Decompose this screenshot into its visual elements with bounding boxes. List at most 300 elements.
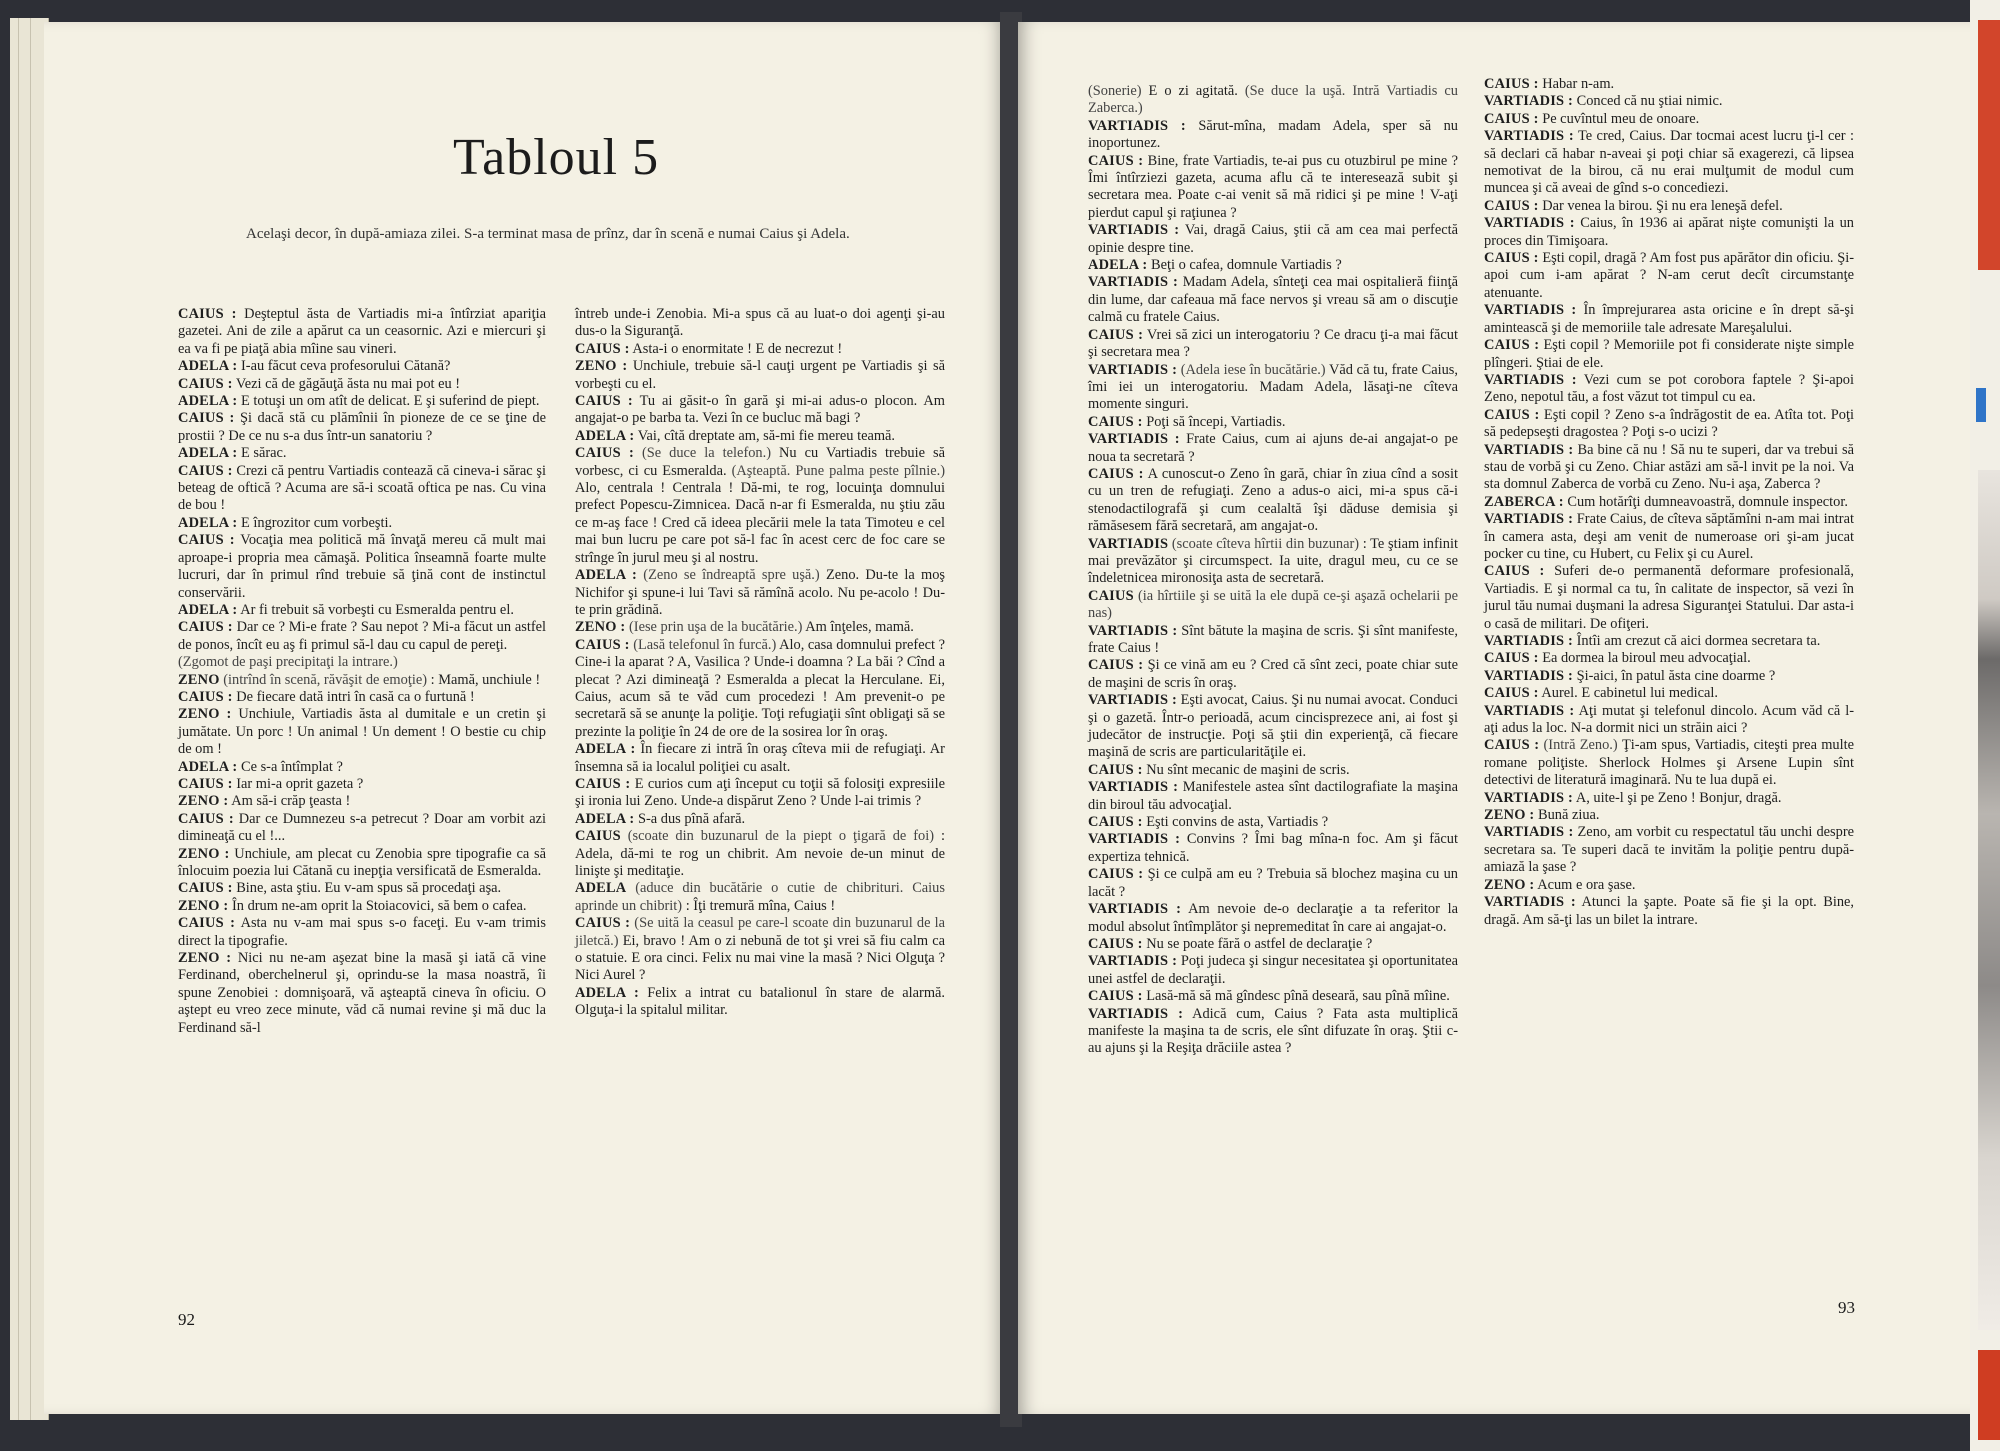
dialogue-line [1484, 250, 1854, 302]
dialogue-line [1484, 198, 1854, 215]
stage-direction: (Intră Zeno.) [1543, 737, 1618, 754]
dialogue-text: Şi ce culpă am eu ? Trebuia să blochez maşina cu un lacăt ? [1088, 866, 1459, 900]
dialogue-line [1088, 118, 1458, 153]
speaker-name: VARTIADIS : [1484, 633, 1573, 649]
stage-direction: (ia hîrtiile şi se uită la ele după ce-şi aşază ochelarii pe nas) [1088, 587, 1458, 622]
dialogue-line [1484, 302, 1854, 337]
speaker-name: VARTIADIS : [1484, 824, 1574, 841]
speaker-name: VARTIADIS : [1088, 1005, 1184, 1022]
dialogue-line [1484, 703, 1854, 738]
dialogue-text: Habar n-am. [1542, 76, 1615, 92]
speaker-name: ADELA : [178, 758, 238, 775]
dialogue-text: Am nevoie de-o declaraţie a ta referitor la modul absolut întîmplător şi nepremeditat în care ai angajat-o. [1088, 901, 1458, 935]
dialogue-text: Convins ? Îmi bag mîna-n foc. Am şi făcut expertiza tehnică. [1088, 831, 1458, 865]
dialogue-text: Sărut-mîna, madam Adela, sper să nu inoportunez. [1088, 117, 1458, 152]
dialogue-text: Poţi să începi, Vartiadis. [1146, 413, 1286, 430]
dialogue-text: Poţi judeca şi singur necesitatea şi oportunitatea unei astfel de declaraţii. [1088, 953, 1458, 987]
stage-direction: (Lasă telefonul în furcă.) [633, 636, 777, 653]
dialogue-text: S-a dus pînă afară. [637, 810, 746, 827]
speaker-name: CAIUS [1088, 587, 1134, 604]
dialogue-line [1088, 762, 1458, 779]
dialogue-line [1484, 93, 1854, 110]
red-color-block [1978, 20, 2000, 270]
speaker-name: ZABERCA : [1484, 493, 1564, 510]
dialogue-text: Vrei să zici un interogatoriu ? Ce dracu ţi-a mai făcut şi secretara mea ? [1088, 326, 1458, 361]
dialogue-text: Văd că tu, frate Caius, îmi iei un interogatoriu. Madam Adela, lăsaţi-ne cîteva momente singuri. [1088, 361, 1458, 413]
speaker-name: VARTIADIS : [1484, 371, 1577, 388]
stage-direction: (scoate cîteva hîrtii din buzunar) [1171, 535, 1360, 552]
dialogue-line [178, 672, 546, 689]
dialogue-text: Felix a intrat cu batalionul în stare de alarmă. Olguţa-i la spitalul militar. [575, 984, 946, 1019]
dialogue-line [1484, 494, 1854, 511]
speaker-name: VARTIADIS : [1484, 702, 1575, 719]
red-color-block-bottom [1978, 1350, 2000, 1440]
stage-direction: (aduce din bucătărie o cutie de chibrituri. Caius aprinde un chibrit) [575, 880, 945, 914]
dialogue-text: Întîi am crezut că aici dormea secretara ta. [1576, 633, 1821, 649]
dialogue-line [1088, 1006, 1458, 1058]
dialogue-line [178, 410, 546, 445]
dialogue-line [575, 393, 945, 428]
dialogue-line [575, 811, 945, 828]
speaker-name: VARTIADIS : [1088, 117, 1186, 134]
dialogue-text: Ar fi trebuit să vorbeşti cu Esmeralda pentru el. [240, 601, 514, 618]
dialogue-text: Zeno. Du-te la moş Nichifor şi spune-i lui Tavi să rămînă acolo. [575, 567, 945, 601]
dialogue-line [178, 793, 546, 810]
dialogue-line [1484, 511, 1854, 563]
speaker-name: CAIUS : [1484, 406, 1540, 423]
speaker-name: CAIUS : [178, 688, 233, 705]
dialogue-line [1484, 215, 1854, 250]
dialogue-text: Asta nu v-am mai spus s-o faceţi. Eu v-am trimis direct la tipografie. [178, 915, 546, 949]
speaker-name: VARTIADIS : [1088, 222, 1180, 239]
dialogue-text: Ba bine că nu ! Să nu te superi, dar va trebui să stau de vorbă şi cu Zeno. Chiar astăzi am să-l invit pe la noi. Va sta domnul Zaberca de vorbă cu Zeno. Nu-i aşa, Zaberca ? [1484, 441, 1854, 493]
dialogue-line [1088, 936, 1458, 953]
dialogue-text: Vocaţia mea politică mă învaţă mereu că mult mai aproape-i propria mea cămaşă. Politica înseamnă foarte multe lucruri, dar în primul rînd trebuie să ţină cont de instinctul conservării. [178, 532, 547, 601]
dialogue-line [1088, 623, 1458, 658]
speaker-name: VARTIADIS : [1484, 128, 1574, 145]
dialogue-text: Eşti convins de asta, Vartiadis ? [1146, 814, 1329, 831]
dialogue-text: Eşti avocat, Caius. Şi nu numai avocat. Conduci şi o gazetă. Într-o perioadă, acum cincisprezece ani, ai fost şi judecător de instrucţie. Poţi să ştii din experienţă, că fiecare maşină de scris are particularităţile ei. [1088, 692, 1458, 761]
dialogue-line [575, 619, 945, 636]
speaker-name: CAIUS : [1484, 650, 1539, 667]
dialogue-line [178, 950, 546, 1037]
speaker-name: CAIUS : [1484, 250, 1539, 267]
speaker-name: CAIUS : [1088, 465, 1144, 482]
dialogue-line [575, 428, 945, 445]
speaker-name: CAIUS : [1088, 152, 1144, 169]
dialogue-line [1484, 128, 1854, 198]
dialogue-line [1088, 327, 1458, 362]
speaker-name: ADELA : [575, 984, 639, 1001]
dialogue-line [178, 811, 546, 846]
page-number-left: 92 [178, 1310, 195, 1329]
dialogue-line [1484, 685, 1854, 702]
speaker-name: ZENO [178, 671, 220, 688]
speaker-name: VARTIADIS : [1088, 431, 1180, 448]
dialogue-text: Am înţeles, mamă. [805, 619, 914, 636]
speaker-name: CAIUS : [1484, 337, 1540, 354]
dialogue-line [1088, 222, 1458, 257]
left-column-1 [178, 306, 546, 1037]
speaker-name: CAIUS : [178, 410, 235, 427]
stage-direction: (Zgomot de paşi precipitaţi la intrare.) [178, 654, 398, 671]
speaker-name: VARTIADIS : [1484, 789, 1573, 806]
speaker-name: CAIUS : [178, 810, 234, 827]
dialogue-text: A, uite-l şi pe Zeno ! Bonjur, dragă. [1575, 789, 1782, 806]
dialogue-text: Dar ce ? Mi-e frate ? Sau nepot ? Mi-a făcut un astfel de ponos, încît eu aş fi primul să-l dau cu capul de pereţi. [178, 619, 546, 653]
speaker-name: CAIUS : [1484, 737, 1540, 754]
dialogue-line [178, 445, 546, 462]
dialogue-text: Nu cu Vartiadis trebuie să vorbesc, ci cu Esmeralda. [575, 445, 945, 479]
dialogue-text: Iar mi-a oprit gazeta ? [236, 775, 364, 792]
dialogue-line [178, 846, 546, 881]
speaker-name: CAIUS : [178, 880, 233, 897]
dialogue-text: Bine, frate Vartiadis, te-ai pus cu otuzbirul pe mine ? Îmi întîrziezi gazeta, acuma aflu că te interesează subit şi secretara mea. Poate c-ai venit să mă ridici şi pe mine ! V-aţi pierdut capul şi raţiunea ? [1088, 152, 1458, 221]
speaker-name: CAIUS : [178, 619, 233, 636]
dialogue-text: Şi-aici, în patul ăsta cine doarme ? [1576, 667, 1776, 684]
speaker-name: VARTIADIS [1088, 535, 1169, 552]
dialogue-text: Madam Adela, sînteţi cea mai ospitalieră fiinţă din lume, dar cafeaua mă face nervos şi vreau să am o discuţie calmă cu fratele Caius. [1088, 274, 1458, 326]
left-column-2 [575, 306, 945, 1020]
stage-direction: (scoate din buzunarul de la piept o ţigară de foi) [627, 828, 935, 845]
dialogue-line [1484, 111, 1854, 128]
dialogue-line [1088, 588, 1458, 623]
dialogue-line [1088, 431, 1458, 466]
speaker-name: CAIUS : [1088, 866, 1144, 883]
dialogue-text: E totuşi un om atît de delicat. E şi suferind de piept. [240, 393, 540, 410]
dialogue-line [575, 341, 945, 358]
dialogue-line [1484, 407, 1854, 442]
dialogue-line [1088, 953, 1458, 988]
dialogue-line [178, 393, 546, 410]
speaker-name: CAIUS : [1088, 413, 1143, 430]
speaker-name: VARTIADIS : [1484, 215, 1575, 232]
dialogue-line [1088, 866, 1458, 901]
dialogue-text: Atunci la şapte. Poate să fie şi la opt. Bine, dragă. Am să-ţi las un bilet la intrare. [1484, 894, 1854, 928]
speaker-name: CAIUS : [1484, 110, 1539, 127]
speaker-name: ADELA : [178, 445, 238, 462]
dialogue-line [1088, 536, 1458, 588]
dialogue-text: Alo, centrala ! Centrala ! Dă-mi, te rog, locuinţa domnului prefect Popescu-Zimnicea. [575, 480, 945, 514]
dialogue-text: Nu pe-acolo ! Du-te prin grădină. [575, 584, 946, 618]
speaker-name: CAIUS : [178, 306, 237, 322]
dialogue-line [1484, 442, 1854, 494]
speaker-name: CAIUS : [178, 375, 233, 392]
dialogue-line [1484, 650, 1854, 667]
speaker-name: ADELA : [575, 567, 638, 584]
speaker-name: ZENO : [178, 793, 229, 810]
speaker-name: CAIUS : [178, 532, 235, 549]
speaker-name: CAIUS : [1484, 685, 1539, 702]
dialogue-text: Dar ce Dumnezeu s-a petrecut ? Doar am vorbit azi dimineaţă cu el !... [178, 810, 546, 845]
speaker-name: ZENO : [575, 619, 626, 636]
speaker-name: ADELA : [178, 601, 238, 618]
speaker-name: VARTIADIS : [1088, 831, 1181, 848]
dialogue-line [1484, 76, 1854, 93]
dialogue-text: Ei, bravo ! Am o zi nebună de tot şi vrei să fiu calm ca o statuie. [575, 932, 945, 967]
speaker-name: VARTIADIS : [1484, 894, 1576, 911]
dialogue-line [178, 706, 546, 758]
dialogue-line [1088, 257, 1458, 274]
stage-direction: (Zeno se îndreaptă spre uşă.) [643, 567, 820, 584]
dialogue-line [1484, 668, 1854, 685]
dialogue-text: Alo, casa domnului prefect ? Cine-i la aparat ? A, Vasilica ? Unde-i doamna ? La băi ? Cînd a plecat ? Azi dimineaţă ? [575, 636, 945, 688]
dialogue-line [1484, 824, 1854, 876]
speaker-name: ZENO : [178, 950, 232, 967]
page-number-right: 93 [1838, 1298, 1855, 1317]
dialogue-text: Frate Caius, de cîteva săptămîni n-am mai intrat în camera asta, deşi am venit de numeroase ori şi-am jucat pocker cu tine, cu Hubert, cu Felix şi cu Aurel. [1484, 511, 1854, 562]
dialogue-text: Cum hotărîţi dumneavoastră, domnule inspector. [1567, 493, 1848, 510]
dialogue-text: Am să-i crăp ţeasta ! [231, 793, 351, 810]
speaker-name: CAIUS : [178, 462, 233, 479]
speaker-name: CAIUS : [1484, 563, 1545, 580]
dialogue-text: Adică cum, Caius ? Fata asta multiplică manifeste la maşina ta de scris, ele sînt difuzate în oraş. Ştii c-au ajuns şi la Reşiţa drăciile astea ? [1088, 1005, 1458, 1057]
dialogue-line [1088, 988, 1458, 1005]
dialogue-text: Unchiule, Vartiadis ăsta al dumitale e un cretin şi jumătate. Un porc ! Un animal ! Un dement ! O bestie cu chip de om ! [178, 706, 546, 758]
speaker-name: CAIUS : [575, 393, 633, 410]
dialogue-line [1088, 831, 1458, 866]
speaker-name: CAIUS : [1484, 197, 1539, 214]
dialogue-text: E ora cinci. Felix nu mai vine la masă ? Nici Olguţa ? Nici Aurel ? [575, 950, 945, 984]
speaker-name: CAIUS : [575, 636, 630, 653]
speaker-name: VARTIADIS : [1088, 361, 1178, 378]
dialogue-text: E sărac. [240, 445, 287, 462]
dialogue-line [1088, 153, 1458, 223]
dialogue-line [1088, 814, 1458, 831]
stage-direction: (Adela iese în bucătărie.) [1180, 361, 1326, 378]
dialogue-text: Bine, asta ştiu. Eu v-am spus să procedaţi aşa. [236, 880, 502, 897]
dialogue-line [178, 654, 546, 671]
dialogue-text: Asta-i o enormitate ! E de necrezut ! [632, 340, 843, 357]
dialogue-text: : Mamă, unchiule ! [430, 671, 541, 688]
stage-direction: (intrînd în scenă, răvăşit de emoţie) [223, 671, 427, 688]
dialogue-line [575, 567, 945, 619]
speaker-name: ZENO : [1484, 876, 1535, 893]
speaker-name: VARTIADIS : [1484, 93, 1573, 110]
dialogue-text: În împrejurarea asta oricine e în drept să-şi amintească şi de memoriile tale adresate Mareşalului. [1484, 302, 1854, 336]
speaker-name: ZENO : [178, 897, 229, 914]
dialogue-line [575, 828, 945, 880]
dialogue-text: Aurel. E cabinetul lui medical. [1541, 685, 1719, 702]
speaker-name: ZENO : [178, 845, 230, 862]
dialogue-text: Sînt bătute la maşina de scris. Şi sînt manifeste, frate Caius ! [1088, 622, 1458, 656]
dialogue-text: Nici nu ne-am aşezat bine la masă şi iată că vine Ferdinand, oberchelnerul şi, oprindu-se la masa noastră, îi spune Zenobiei : domnişoară, vă aşteaptă cineva în oficiu. O aştept eu vreo zece minute, văd că numai revine şi mă duc la Ferdinand să-l [178, 950, 546, 1036]
dialogue-line [178, 463, 546, 515]
speaker-name: CAIUS : [1088, 761, 1143, 778]
dialogue-line [178, 532, 546, 602]
speaker-name: VARTIADIS : [1088, 953, 1178, 970]
dialogue-line [1088, 657, 1458, 692]
dialogue-text: Şi dacă stă cu plămînii în pioneze de ce se ţine de prostii ? De ce nu s-a dus într-un sanatoriu ? [178, 410, 546, 444]
speaker-name: ZENO : [575, 358, 628, 375]
dialogue-text: Bună ziua. [1537, 807, 1600, 824]
dialogue-text: Dar venea la birou. Şi nu era leneşă defel. [1542, 197, 1783, 214]
right-column-1 [1088, 83, 1458, 1058]
dialogue-text: Deşteptul ăsta de Vartiadis mi-a întîrziat apariţia gazetei. Ani de zile a apărut ca un ceasornic. Azi e miercuri şi ea va fi pe piaţă abia mîine sau vineri. [178, 306, 546, 357]
dialogue-text: E curios cum aţi început cu toţii să folosiţi expresiile şi ironia lui Zeno. Unde-a dispărut Zeno ? Unde l-ai trimis ? [575, 775, 945, 810]
speaker-name: VARTIADIS : [1088, 779, 1179, 796]
dialogue-line [1484, 894, 1854, 929]
speaker-name: CAIUS : [575, 775, 631, 792]
dialogue-text: Frate Caius, cum ai ajuns de-ai angajat-o pe noua ta secretară ? [1088, 431, 1458, 465]
speaker-name: VARTIADIS : [1484, 511, 1574, 528]
dialogue-text: : Te ştiam infinit mai prevăzător şi circumspect. Ia uite, dragul meu, cu ce se îndeletnicea mironosiţa asta de secretară. [1088, 535, 1458, 587]
dialogue-text: Ţi-am spus, Vartiadis, citeşti prea multe romane poliţiste. Sherlock Holmes şi Arsene Lupin sînt detectivi de literatură imaginară. Nu te lua după ei. [1484, 737, 1854, 789]
speaker-name: ADELA : [178, 393, 238, 410]
speaker-name: VARTIADIS : [1484, 302, 1577, 319]
dialogue-line [178, 619, 546, 654]
dialogue-line [178, 689, 546, 706]
speaker-name: CAIUS : [575, 340, 630, 357]
speaker-name: VARTIADIS : [1484, 441, 1574, 458]
dialogue-line [178, 376, 546, 393]
speaker-name: CAIUS : [178, 915, 236, 932]
stage-intro: Acelaşi decor, în după-amiaza zilei. S-a terminat masa de prînz, dar în scenă e numai Caius şi Adela. [246, 226, 850, 242]
stage-direction: (Se duce la telefon.) [641, 445, 772, 462]
dialogue-text: întreb unde-i Zenobia. Mi-a spus că au luat-o doi agenţi şi-au dus-o la Siguranţă. [575, 306, 945, 340]
dialogue-text: Nu se poate fără o astfel de declaraţie ? [1146, 935, 1373, 952]
dialogue-line [178, 759, 546, 776]
dialogue-text: Ea dormea la biroul meu advocaţial. [1542, 650, 1751, 667]
dialogue-line [1088, 466, 1458, 536]
dialogue-text: Manifestele astea sînt dactilografiate la maşina din biroul tău advocaţial. [1088, 779, 1458, 813]
dialogue-line [1484, 807, 1854, 824]
dialogue-line [178, 602, 546, 619]
dialogue-line [178, 776, 546, 793]
dialogue-text: Acum e ora şase. [1537, 876, 1636, 893]
dialogue-line [178, 898, 546, 915]
speaker-name: ZENO : [178, 706, 232, 723]
dialogue-line [1484, 633, 1854, 650]
stage-direction: (Se duce la uşă. Intră Vartiadis cu Zaberca.) [1088, 83, 1458, 117]
dialogue-line [575, 358, 945, 393]
dialogue-text: A cunoscut-o Zeno în gară, chiar în ziua cînd a sosit cu un tren de refugiaţi. Zeno a adus-o aici, mi-a spus că-i stenodactilografă şi cum cealaltă îşi dăduse demisia şi rămăsesem fără secretară, am angajat-o. [1088, 465, 1458, 535]
dialogue-line [1484, 563, 1854, 633]
dialogue-text: Tu ai găsit-o în gară şi mi-ai adus-o plocon. Am angajat-o pe barba ta. Vezi în ce bucluc mă bagi ? [575, 393, 945, 427]
dialogue-text: : Îţi tremură mîna, Caius ! [685, 897, 836, 914]
speaker-name: VARTIADIS : [1088, 622, 1178, 639]
dialogue-text: Zeno, am vorbit cu respectatul tău unchi despre secretara sa. Te superi dacă te invităm la poliţie pentru după-amiază la şase ? [1484, 824, 1854, 876]
dialogue-line [1088, 274, 1458, 326]
dialogue-line [575, 741, 945, 776]
dialogue-line [178, 515, 546, 532]
dialogue-line [1484, 790, 1854, 807]
dialogue-line [178, 306, 546, 358]
dialogue-text: E îngrozitor cum vorbeşti. [240, 514, 393, 531]
speaker-name: ADELA : [178, 514, 238, 531]
speaker-name: CAIUS : [1088, 935, 1143, 952]
speaker-name: ADELA : [178, 358, 238, 375]
blue-color-block [1976, 388, 1986, 422]
speaker-name: CAIUS : [1088, 326, 1144, 343]
dialogue-text: Aţi mutat şi telefonul dincolo. Acum văd că l-aţi adus la loc. N-a dormit nici un străin aici ? [1484, 702, 1855, 737]
dialogue-text: Şi ce vină am eu ? Cred că sînt zeci, poate chiar sute de maşini de scris în oraş. [1088, 657, 1458, 691]
dialogue-line [178, 915, 546, 950]
dialogue-text: Eşti copil, dragă ? Am fost pus apărător din oficiu. Şi-apoi cum i-am apărat ? N-am cerut decît circumstanţe atenuante. [1484, 250, 1854, 301]
dialogue-line [1088, 83, 1458, 118]
dialogue-line [575, 880, 945, 915]
speaker-name: VARTIADIS : [1484, 667, 1573, 684]
dialogue-line [1484, 877, 1854, 894]
right-column-2 [1484, 76, 1854, 929]
speaker-name: ADELA : [1088, 257, 1148, 274]
stage-direction: (Sonerie) [1088, 83, 1142, 99]
dialogue-text: Vezi cum se pot corobora faptele ? Şi-apoi Zeno, nepotul tău, a fost văzut tot timpul cu ea. [1484, 371, 1854, 406]
dialogue-text: Nu sînt mecanic de maşini de scris. [1146, 761, 1350, 778]
page-title: Tabloul 5 [453, 129, 660, 186]
dialogue-line [575, 915, 945, 985]
dialogue-line [1088, 362, 1458, 414]
dialogue-text: În fiecare zi intră în oraş cîteva mii de refugiaţi. Ar însemna să ia localul poliţiei cu asalt. [575, 741, 945, 775]
speaker-name: VARTIADIS : [1088, 274, 1179, 291]
speaker-name: ADELA : [575, 741, 636, 758]
speaker-name: CAIUS : [1484, 76, 1539, 92]
dialogue-line [1088, 692, 1458, 762]
speaker-name: VARTIADIS : [1088, 692, 1177, 709]
dialogue-line [1088, 414, 1458, 431]
dialogue-line [1088, 779, 1458, 814]
dialogue-line [178, 358, 546, 375]
dialogue-line [178, 880, 546, 897]
speaker-name: ZENO : [1484, 807, 1535, 824]
dialogue-text: Ce s-a întîmplat ? [240, 758, 343, 775]
dialogue-line [575, 445, 945, 567]
speaker-name: CAIUS : [1088, 657, 1144, 674]
dialogue-text: Unchiule, am plecat cu Zenobia spre tipografie ca să înlocuim poezia lui Cătană cu inepţia versificată de Esmeralda. [178, 845, 546, 879]
speaker-name: ADELA [575, 880, 627, 897]
dialogue-text: Vai, cîtă dreptate am, să-mi fie mereu teamă. [637, 427, 896, 444]
dialogue-text: Conced că nu ştiai nimic. [1576, 93, 1723, 110]
stage-direction: (Se uită la ceasul pe care-l scoate din buzunarul de la jiletcă.) [575, 915, 945, 949]
dialogue-text: Esmeralda a plecat la Herculane. Ei, Caius, acum să te văd cum procedezi ! Am prevenit-o pe secretară să se anunţe la poliţie. Toţi refugiaţii sînt obligaţi să se prezinte la poliţie în 24 de ore de la sosirea lor în oraş. [575, 671, 945, 740]
dialogue-text: Pe cuvîntul meu de onoare. [1542, 110, 1700, 127]
dialogue-text: I-au făcut ceva profesorului Cătană? [240, 358, 451, 375]
stage-direction: (Iese prin uşa de la bucătărie.) [628, 619, 803, 636]
dialogue-line [1484, 337, 1854, 372]
speaker-name: VARTIADIS : [1088, 901, 1182, 918]
dialogue-text: E o zi agitată. [1148, 83, 1238, 99]
dialogue-text: : Adela, dă-mi te rog un chibrit. Am nevoie de-un minut de linişte şi meditaţie. [575, 828, 945, 879]
dialogue-line [1484, 372, 1854, 407]
dialogue-text: Eşti copil ? Zeno s-a îndrăgostit de ea. Atîta tot. Poţi să pedepseşti dragostea ? Poţi s-o ucizi ? [1484, 406, 1854, 441]
dialogue-text: Vezi că de găgăuţă ăsta nu mai pot eu ! [235, 375, 461, 392]
dialogue-text: Eşti copil ? Memoriile pot fi considerate nişte simple plîngeri. Ştiai de ele. [1484, 337, 1854, 371]
dialogue-text: Vai, dragă Caius, ştii că am cea mai perfectă opinie despre tine. [1088, 222, 1458, 256]
dialogue-text: De fiecare dată intri în casă ca o furtună ! [236, 688, 475, 705]
speaker-name: CAIUS : [575, 445, 634, 462]
speaker-name: ADELA : [575, 427, 635, 444]
dialogue-line [1088, 901, 1458, 936]
speaker-name: CAIUS : [575, 915, 631, 932]
photo-fragment [1978, 470, 2000, 1330]
speaker-name: CAIUS [575, 828, 621, 845]
dialogue-text: Crezi că pentru Vartiadis contează că cineva-i sărac şi beteag de oftică ? Acuma are să-i scoată oftica pe nas. Cu vina de bou ! [178, 462, 546, 514]
dialogue-line [575, 985, 945, 1020]
dialogue-line [575, 776, 945, 811]
speaker-name: CAIUS : [1088, 988, 1143, 1005]
dialogue-text: Unchiule, trebuie să-l cauţi urgent pe Vartiadis şi să vorbeşti cu el. [575, 358, 945, 392]
dialogue-text: Dacă n-ar fi Esmeralda, nu ştiu zău ce m-aş face ! Cred că ideea plecării mele la tata Timoteu e cel mai bun lucru pe care pot să-l fac în acest cerc de foc care se strînge în jurul meu şi al nostru. [575, 497, 945, 566]
dialogue-line [575, 306, 945, 341]
dialogue-text: Te cred, Caius. Dar tocmai acest lucru ţi-l cer : să declari că habar n-aveai şi poţi chiar să exagerezi, că lipsea nemotivat de la birou, că nu erai mulţumit de modul cum muncea şi că aveai de gînd s-o concediezi. [1484, 128, 1854, 197]
speaker-name: CAIUS : [1088, 814, 1143, 831]
speaker-name: ADELA : [575, 810, 635, 827]
dialogue-text: Suferi de-o permanentă deformare profesională, Vartiadis. E şi normal ca tu, în calitate de inspector, să vezi în jurul tău numai duşmani la adresa Siguranţei Statului. Dar asta-i o casă de militari. De ofiţeri. [1484, 563, 1854, 632]
stage-direction: (Aşteaptă. Pune palma peste pîlnie.) [731, 462, 945, 479]
dialogue-text: Caius, în 1936 ai apărat nişte comunişti la un proces din Timişoara. [1484, 215, 1854, 249]
dialogue-text: În drum ne-am oprit la Stoiacovici, să bem o cafea. [231, 897, 527, 914]
dialogue-text: Beţi o cafea, domnule Vartiadis ? [1150, 257, 1342, 274]
